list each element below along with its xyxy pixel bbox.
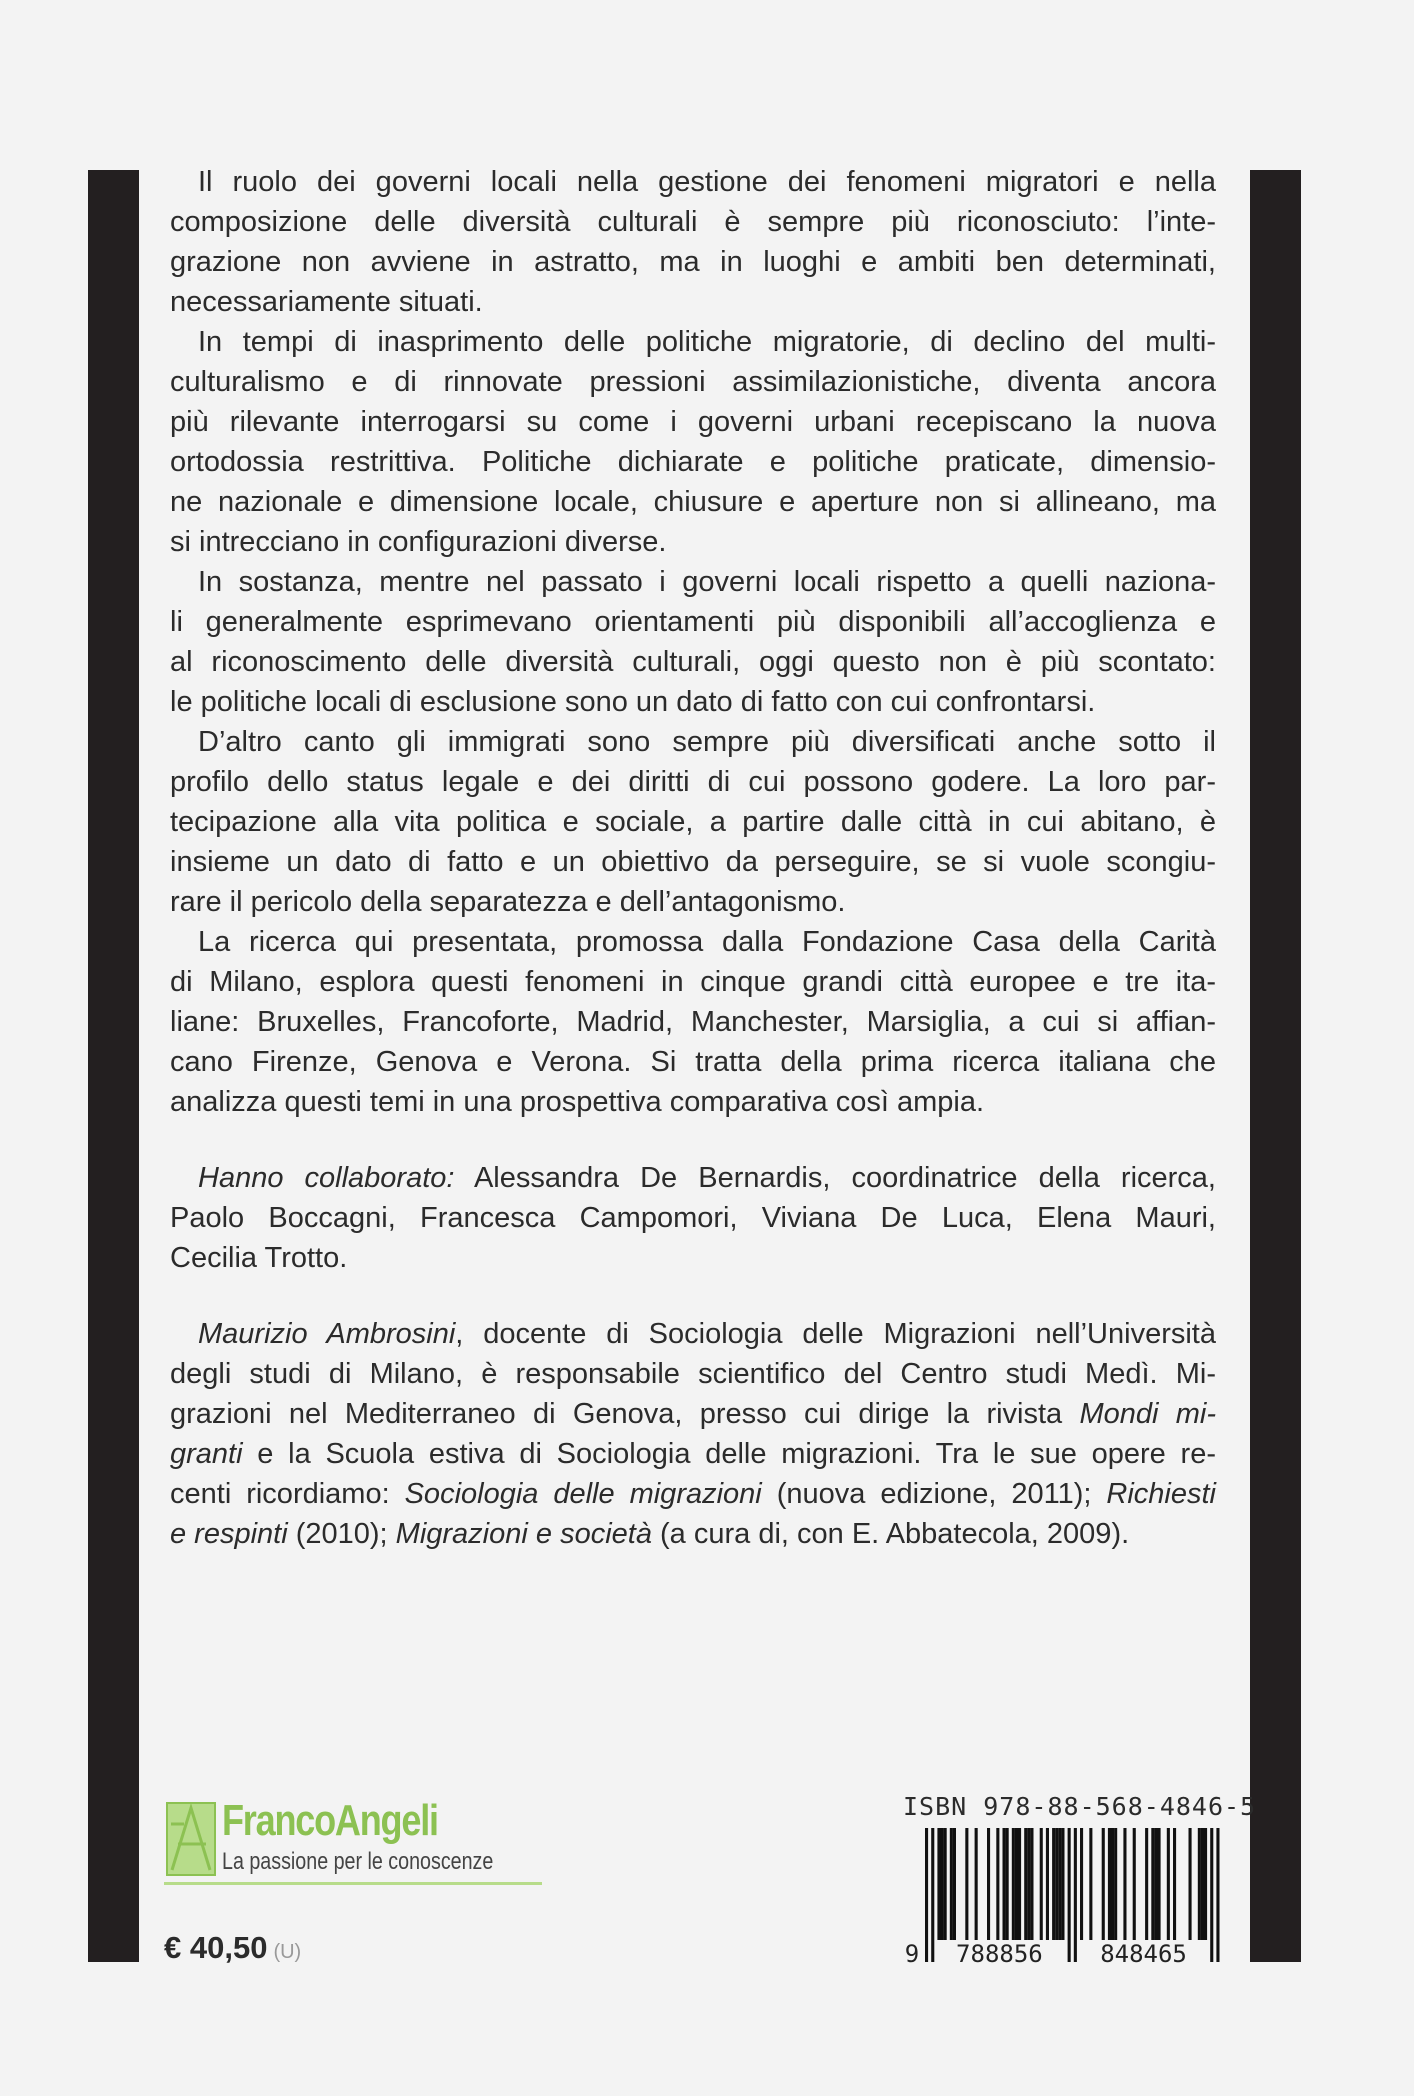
text-segment: Sociologia delle migrazioni xyxy=(404,1478,762,1510)
barcode-bar xyxy=(1089,1828,1092,1940)
text-line xyxy=(170,162,1216,202)
text-segment: Cecilia Trotto. xyxy=(170,1242,348,1274)
text-segment: Migrazioni e società xyxy=(395,1518,652,1550)
text-segment: analizza questi temi in una prospettiva comparativa così ampia. xyxy=(170,1086,985,1118)
text-line xyxy=(170,322,1216,362)
text-line xyxy=(170,1314,1216,1354)
text-segment: granti xyxy=(170,1438,243,1470)
barcode-bar xyxy=(953,1828,956,1940)
text-segment: grazioni nel Mediterraneo di Genova, presso cui dirige la rivista xyxy=(170,1398,1080,1430)
text-line xyxy=(170,1394,1216,1434)
text-segment: D’altro canto gli immigrati sono sempre più diversificati anche sotto il xyxy=(198,726,1216,758)
text-segment: In tempi di inasprimento delle politiche migratorie, di declino del multi- xyxy=(198,326,1216,358)
text-line xyxy=(170,1198,1216,1238)
text-segment: Hanno collaborato: xyxy=(198,1162,455,1194)
text-segment: Richiesti xyxy=(1106,1478,1216,1510)
barcode-bar xyxy=(1046,1828,1049,1940)
text-segment: In sostanza, mentre nel passato i governi locali rispetto a quelli naziona- xyxy=(198,566,1216,598)
text-line xyxy=(170,442,1216,482)
barcode-bar xyxy=(950,1828,953,1940)
text-segment: centi ricordiamo: xyxy=(170,1478,405,1510)
text-segment: ne nazionale e dimensione locale, chiusure e aperture non si allineano, ma xyxy=(170,486,1216,518)
text-line xyxy=(170,1354,1216,1394)
text-segment: (nuova edizione, 2011); xyxy=(761,1478,1107,1510)
barcode-bar xyxy=(1201,1828,1204,1940)
text-segment: necessariamente situati. xyxy=(170,286,483,318)
price-amount: € 40,50 xyxy=(164,1930,268,1965)
text-segment: tecipazione alla vita politica e sociale, a partire dalle città in cui abitano, è xyxy=(170,806,1216,838)
barcode-bar xyxy=(925,1828,928,1962)
text-segment: liane: Bruxelles, Francoforte, Madrid, Manchester, Marsiglia, a cui si affian- xyxy=(170,1006,1216,1038)
logo-a-icon xyxy=(166,1802,216,1876)
barcode-bar xyxy=(1055,1828,1058,1940)
barcode-bar xyxy=(1012,1828,1015,1940)
text-line xyxy=(170,362,1216,402)
barcode-bar xyxy=(1123,1828,1126,1940)
barcode-bar xyxy=(1198,1828,1201,1940)
barcode-bar xyxy=(1154,1828,1157,1940)
text-segment: rare il pericolo della separatezza e dell’antagonismo. xyxy=(170,886,846,918)
text-segment: al riconoscimento delle diversità culturali, oggi questo non è più scontato: xyxy=(170,646,1216,678)
barcode-bar xyxy=(944,1828,947,1940)
publisher-logo xyxy=(164,1798,544,1888)
text-line xyxy=(170,202,1216,242)
barcode-bar xyxy=(1114,1828,1117,1940)
text-segment: grazione non avviene in astratto, ma in luoghi e ambiti ben determinati, xyxy=(170,246,1216,278)
text-line xyxy=(170,1474,1216,1514)
text-line xyxy=(170,842,1216,882)
barcode-bar xyxy=(1018,1828,1021,1940)
text-segment: le politiche locali di esclusione sono un dato di fatto con cui confrontarsi. xyxy=(170,686,1096,718)
barcode-bar xyxy=(1210,1828,1213,1962)
text-segment: e respinti xyxy=(170,1518,288,1550)
text-segment: insieme un dato di fatto e un obiettivo da perseguire, se si vuole scongiu- xyxy=(170,846,1216,878)
barcode-bar xyxy=(1015,1828,1018,1940)
barcode-bar xyxy=(1003,1828,1006,1940)
barcode-bar xyxy=(1189,1828,1192,1940)
text-line xyxy=(170,922,1216,962)
text-line xyxy=(170,1002,1216,1042)
text-line xyxy=(170,882,1216,922)
barcode-bar xyxy=(1080,1828,1083,1940)
price xyxy=(164,1930,301,1966)
right-black-border xyxy=(1250,170,1301,1962)
barcode-bar xyxy=(1040,1828,1043,1940)
text-segment: profilo dello status legale e dei diritti di cui possono godere. La loro par- xyxy=(170,766,1216,798)
text-line xyxy=(170,602,1216,642)
publisher-name: FrancoAngeli xyxy=(222,1796,438,1845)
text-segment: si intrecciano in configurazioni diverse. xyxy=(170,526,667,558)
text-line xyxy=(170,522,1216,562)
barcode-bar xyxy=(1133,1828,1136,1940)
text-segment: cano Firenze, Genova e Verona. Si tratta della prima ricerca italiana che xyxy=(170,1046,1216,1078)
text-line xyxy=(170,1514,1216,1554)
barcode-bar xyxy=(1061,1828,1064,1940)
paragraph-gap xyxy=(170,1122,1216,1158)
barcode-bar xyxy=(1158,1828,1161,1940)
barcode-bar xyxy=(1102,1828,1105,1940)
barcode-bar xyxy=(1151,1828,1154,1940)
barcode-bar xyxy=(975,1828,978,1940)
barcode-bar xyxy=(996,1828,999,1940)
barcode-bar xyxy=(1006,1828,1009,1940)
publisher-tagline: La passione per le conoscenze xyxy=(222,1848,494,1875)
text-line xyxy=(170,642,1216,682)
text-line xyxy=(170,962,1216,1002)
barcode-bar xyxy=(1024,1828,1027,1940)
barcode-bar xyxy=(1216,1828,1219,1962)
text-line xyxy=(170,1042,1216,1082)
isbn-label: ISBN 978-88-568-4846-5 xyxy=(903,1792,1257,1821)
text-line xyxy=(170,402,1216,442)
barcode-bar xyxy=(987,1828,990,1940)
text-line xyxy=(170,802,1216,842)
text-segment: (a cura di, con E. Abbatecola, 2009). xyxy=(651,1518,1130,1550)
barcode-bar xyxy=(931,1828,934,1962)
text-segment: La ricerca qui presentata, promossa dalla Fondazione Casa della Carità xyxy=(198,926,1216,958)
text-segment: di Milano, esplora questi fenomeni in cinque grandi città europee e tre ita- xyxy=(170,966,1216,998)
barcode-bar xyxy=(1173,1828,1176,1940)
text-line xyxy=(170,762,1216,802)
barcode-bar xyxy=(1030,1828,1033,1940)
barcode-bar xyxy=(937,1828,940,1940)
back-cover-text xyxy=(170,162,1216,1554)
barcode-bar xyxy=(1074,1828,1077,1962)
text-segment: ortodossia restrittiva. Politiche dichiarate e politiche praticate, dimensio- xyxy=(170,446,1216,478)
text-segment: Mondi mi- xyxy=(1079,1398,1216,1430)
text-line xyxy=(170,1238,1216,1278)
text-segment: composizione delle diversità culturali è sempre più riconosciuto: l’inte- xyxy=(170,206,1216,238)
barcode xyxy=(898,1828,1228,1964)
barcode-bar xyxy=(1058,1828,1061,1940)
barcode-digits: 9 xyxy=(904,1940,920,1964)
barcode-digits: 788856 xyxy=(956,1940,1043,1964)
text-line xyxy=(170,722,1216,762)
barcode-bar xyxy=(1145,1828,1148,1940)
barcode-bar xyxy=(1204,1828,1207,1940)
text-segment: più rilevante interrogarsi su come i governi urbani recepiscano la nuova xyxy=(170,406,1216,438)
text-segment: e la Scuola estiva di Sociologia delle migrazioni. Tra le sue opere re- xyxy=(242,1438,1216,1470)
barcode-digits: 848465 xyxy=(1100,1940,1187,1964)
text-segment: culturalismo e di rinnovate pressioni assimilazionistiche, diventa ancora xyxy=(170,366,1216,398)
barcode-bar xyxy=(1167,1828,1170,1940)
barcode-bar xyxy=(1052,1828,1055,1940)
text-segment: Paolo Boccagni, Francesca Campomori, Viviana De Luca, Elena Mauri, xyxy=(170,1202,1216,1234)
left-black-border xyxy=(88,170,139,1962)
text-segment: degli studi di Milano, è responsabile scientifico del Centro studi Medì. Mi- xyxy=(170,1358,1216,1390)
text-line xyxy=(170,1434,1216,1474)
text-segment: Maurizio Ambrosini xyxy=(198,1318,456,1350)
paragraph-gap xyxy=(170,1278,1216,1314)
text-segment: , docente di Sociologia delle Migrazioni nell’Università xyxy=(455,1318,1216,1350)
text-line xyxy=(170,242,1216,282)
barcode-bar xyxy=(965,1828,968,1940)
text-line xyxy=(170,562,1216,602)
barcode-bar xyxy=(1027,1828,1030,1940)
price-code: (U) xyxy=(273,1941,302,1963)
text-line xyxy=(170,282,1216,322)
text-segment: li generalmente esprimevano orientamenti più disponibili all’accoglienza e xyxy=(170,606,1216,638)
text-segment: (2010); xyxy=(287,1518,396,1550)
logo-underline xyxy=(164,1882,542,1885)
barcode-bar xyxy=(1108,1828,1111,1940)
text-line xyxy=(170,1158,1216,1198)
text-line xyxy=(170,482,1216,522)
text-segment: Il ruolo dei governi locali nella gestione dei fenomeni migratori e nella xyxy=(198,166,1216,198)
barcode-bar xyxy=(1111,1828,1114,1940)
text-line xyxy=(170,1082,1216,1122)
barcode-bar xyxy=(1068,1828,1071,1962)
text-segment: Alessandra De Bernardis, coordinatrice della ricerca, xyxy=(454,1162,1216,1194)
text-line xyxy=(170,682,1216,722)
barcode-bar xyxy=(941,1828,944,1940)
